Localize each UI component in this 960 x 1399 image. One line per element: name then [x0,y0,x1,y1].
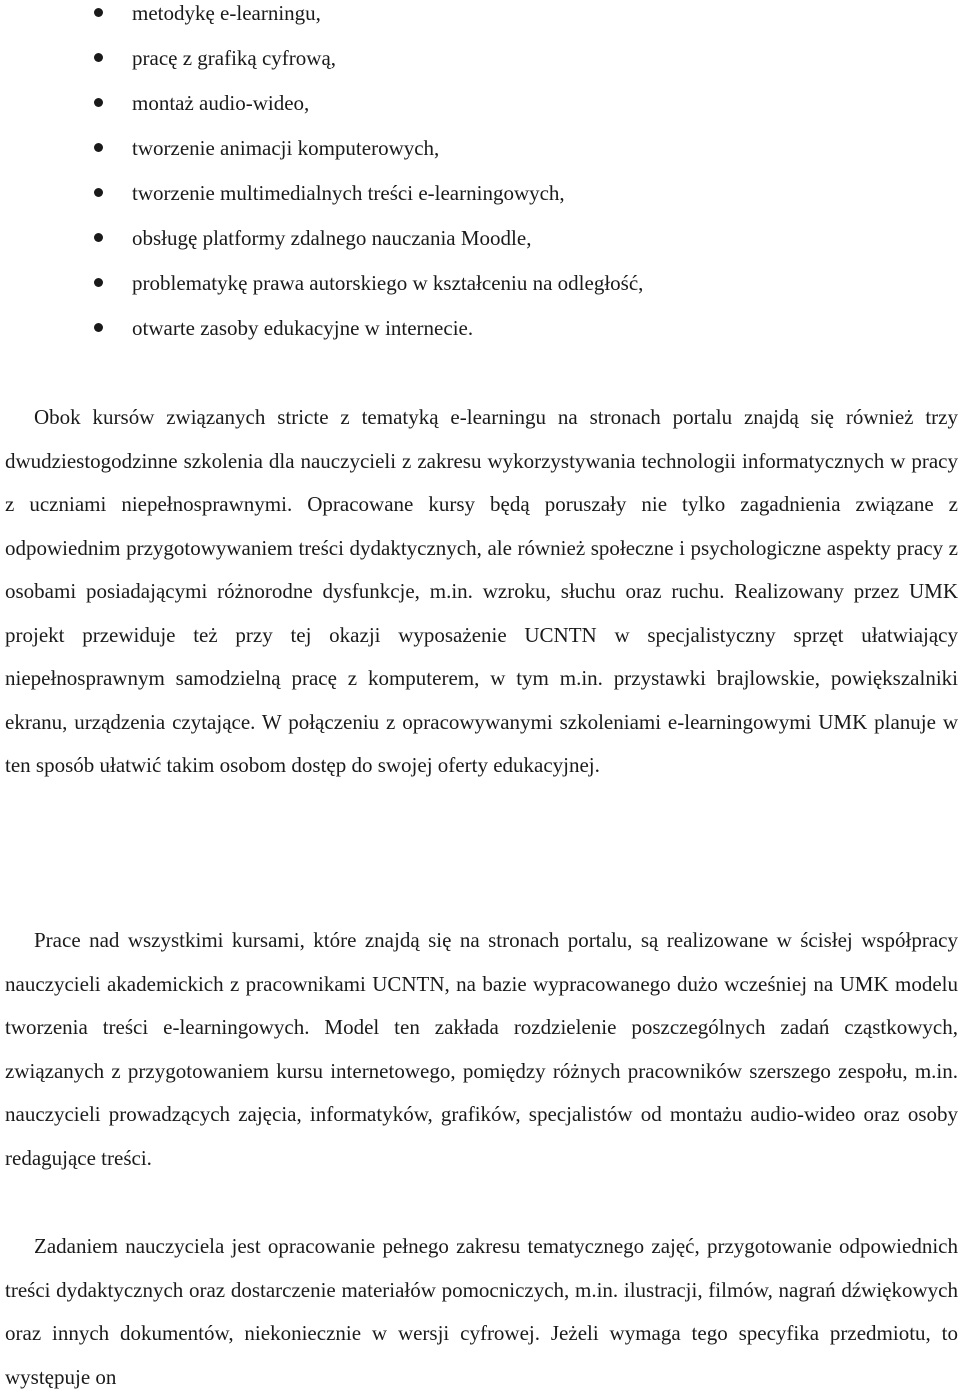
list-item [0,270,960,315]
paragraph-course-development: Prace nad wszystkimi kursami, które znajdą się na stronach portalu, są realizowane w ścisłej współpracy nauczycieli akademickich z pracownikami UCNTN, na bazie wypracowanego dużo wcześniej na UMK modelu tworzenia treści e-learningowych. Model ten zakłada rozdzielenie poszczególnych zadań cząstkowych, związanych z przygotowaniem kursu internetowego, pomiędzy różnych pracowników szerszego zespołu, m.in. nauczycieli prowadzących zajęcia, informatyków, grafików, specjalistów od montażu audio-wideo oraz osoby redagujące treści. [5,928,958,1170]
list-item-text: pracę z grafiką cyfrową, [132,46,337,70]
bullet-icon [94,278,103,287]
paragraph-accessibility-courses: Obok kursów związanych stricte z tematyką e-learningu na stronach portalu znajdą się również trzy dwudziestogodzinne szkolenia dla nauczycieli z zakresu wykorzystywania technologii informatycznych w pracy z uczniami niepełnosprawnymi. Opracowane kursy będą poruszały nie tylko zagadnienia związane z odpowiednim przygotowywaniem treści dydaktycznych, ale również społeczne i psychologiczne aspekty pracy z osobami posiadającymi różnorodne dysfunkcje, m.in. wzroku, słuchu oraz ruchu. Realizowany przez UMK projekt przewiduje też przy tej okazji wyposażenie UCNTN w specjalistyczny sprzęt ułatwiający niepełnosprawnym samodzielną pracę z komputerem, w tym m.in. przystawki brajlowskie, powiększalniki ekranu, urządzenia czytające. W połączeniu z opracowywanymi szkoleniami e-learningowymi UMK planuje w ten sposób ułatwić takim osobom dostęp do swojej oferty edukacyjnej. [5,405,958,777]
paragraph-teacher-role: Zadaniem nauczyciela jest opracowanie pełnego zakresu tematycznego zajęć, przygotowanie odpowiednich treści dydaktycznych oraz dostarczenie materiałów pomocniczych, m.in. ilustracji, filmów, nagrań dźwiękowych oraz innych dokumentów, niekoniecznie w wersji cyfrowej. Jeżeli wymaga tego specyfika przedmiotu, to występuje on [5,1234,958,1389]
list-item-text: metodykę e-learningu, [132,1,321,25]
bullet-icon [94,53,103,62]
list-item [0,180,960,225]
bullet-icon [94,143,103,152]
list-item [0,0,960,45]
list-item [0,315,960,360]
topic-bullet-list [0,0,960,360]
bullet-icon [94,233,103,242]
list-item [0,90,960,135]
list-item [0,135,960,180]
list-item-text: tworzenie multimedialnych treści e-learningowych, [132,181,565,205]
bullet-icon [94,98,103,107]
list-item-text: montaż audio-wideo, [132,91,310,115]
list-item-text: obsługę platformy zdalnego nauczania Moodle, [132,226,532,250]
list-item-text: tworzenie animacji komputerowych, [132,136,440,160]
bullet-icon [94,8,103,17]
list-item [0,225,960,270]
list-item [0,45,960,90]
bullet-icon [94,188,103,197]
list-item-text: problematykę prawa autorskiego w kształceniu na odległość, [132,271,644,295]
bullet-icon [94,323,103,332]
list-item-text: otwarte zasoby edukacyjne w internecie. [132,316,474,340]
